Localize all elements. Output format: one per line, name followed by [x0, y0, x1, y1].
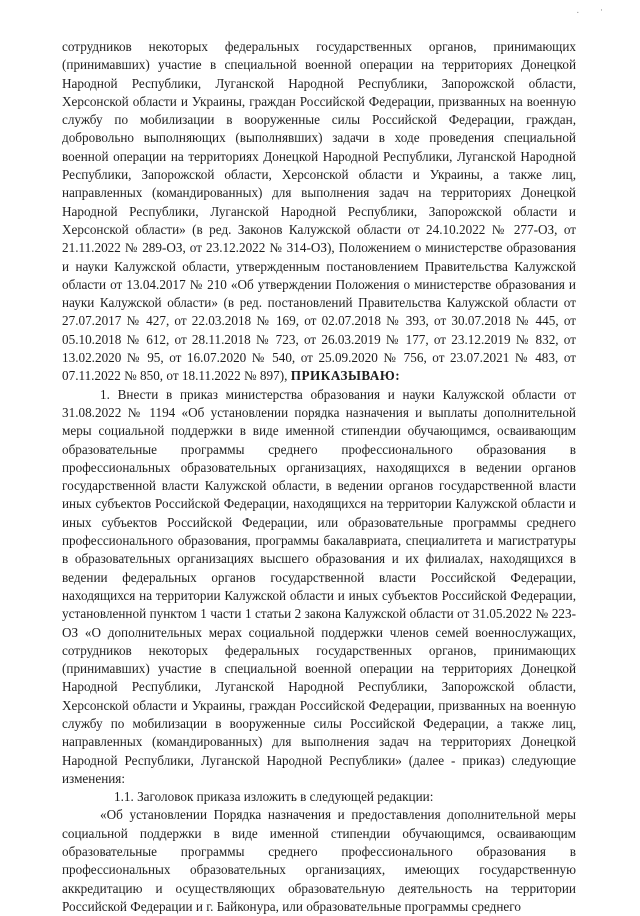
scan-specks: . · — [576, 6, 612, 16]
paragraph-legal-basis — [62, 38, 576, 386]
paragraph-item-1: 1. Внести в приказ министерства образования и науки Калужской области от 31.08.2022 № 1194 «Об установлении порядка назначения и выплаты дополнительной меры социальной поддержки в виде именной стипендии обучающимся, осваивающим образовательные программы среднего профессионального образования в профессиональных образовательных организациях, находящихся в ведении органов государственной власти Калужской области, в ведении органов государственной власти иных субъектов Российской Федерации, находящихся на территории Калужской области и иных субъектов Российской Федерации, или образовательные программы среднего профессионального образования, программы бакалавриата, специалитета и магистратуры в образовательных организациях высшего образования и их филиалах, находящихся в ведении федеральных органов государственной власти Российской Федерации, находящихся на территории Калужской области и иных субъектов Российской Федерации, установленной пунктом 1 части 1 статьи 2 закона Калужской области от 31.05.2022 № 223-ОЗ «О дополнительных мерах социальной поддержки членов семей военнослужащих, сотрудников некоторых федеральных государственных органов, принимающих (принимавших) участие в специальной военной операции на территориях Донецкой Народной Республики, Луганской Народной Республики, Запорожской области, Херсонской области и Украины, граждан Российской Федерации, призванных на военную службу по мобилизации в вооруженные силы Российской Федерации, а также лиц, направленных (командированных) для выполнения задач на территориях Донецкой Народной Республики, Луганской Народной Республики» (далее - приказ) следующие изменения: — [62, 386, 576, 786]
legal-basis-text: сотрудников некоторых федеральных государственных органов, принимающих (принимавших) участие в специальной военной операции на территориях Донецкой Народной Республики, Луганской Народной Республики, Запорожской области, Херсонской области и Украины, граждан Российской Федерации, призванных на военную службу по мобилизации в вооруженные силы Российской Федерации, граждан, добровольно выполняющих (выполнявших) задачи в ходе проведения специальной военной операции на территориях Донецкой Народной Республики, Луганской Народной Республики, Запорожской области, Херсонской области и Украины, а также лиц, направленных (командированных) для выполнения задач на территориях Донецкой Народной Республики, Луганской Народной Республики, Запорожской области и Херсонской области» (в ред. Законов Калужской области от 24.10.2022 № 277-ОЗ, от 21.11.2022 № 289-ОЗ, от 23.12.2022 № 314-ОЗ), Положением о министерстве образования и науки Калужской области, утвержденным постановлением Правительства Калужской области от 13.04.2017 № 210 «Об утверждении Положения о министерстве образования и науки Калужской области» (в ред. постановлений Правительства Калужской области от 27.07.2017 № 427, от 22.03.2018 № 169, от 02.07.2018 № 393, от 30.07.2018 № 445, от 05.10.2018 № 612, от 28.11.2018 № 723, от 26.03.2019 № 177, от 23.12.2019 № 832, от 13.02.2020 № 95, от 16.07.2020 № 540, от 25.09.2020 № 756, от 23.07.2021 № 483, от 07.11.2022 № 850, от 18.11.2022 № 897), — [62, 39, 576, 384]
order-heading: ПРИКАЗЫВАЮ: — [290, 368, 401, 384]
paragraph-item-1-1: 1.1. Заголовок приказа изложить в следующей редакции: — [114, 789, 434, 805]
paragraph-new-title: «Об установлении Порядка назначения и предоставления дополнительной меры социальной поддержки в виде именной стипендии обучающимся, осваивающим образовательные программы среднего профессионального образования в профессиональных образовательных организациях, имеющих государственную аккредитацию и осуществляющих образовательную деятельность на территории Российской Федерации и г. Байконура, или образовательные программы среднего — [62, 807, 576, 914]
document-page — [62, 38, 576, 916]
